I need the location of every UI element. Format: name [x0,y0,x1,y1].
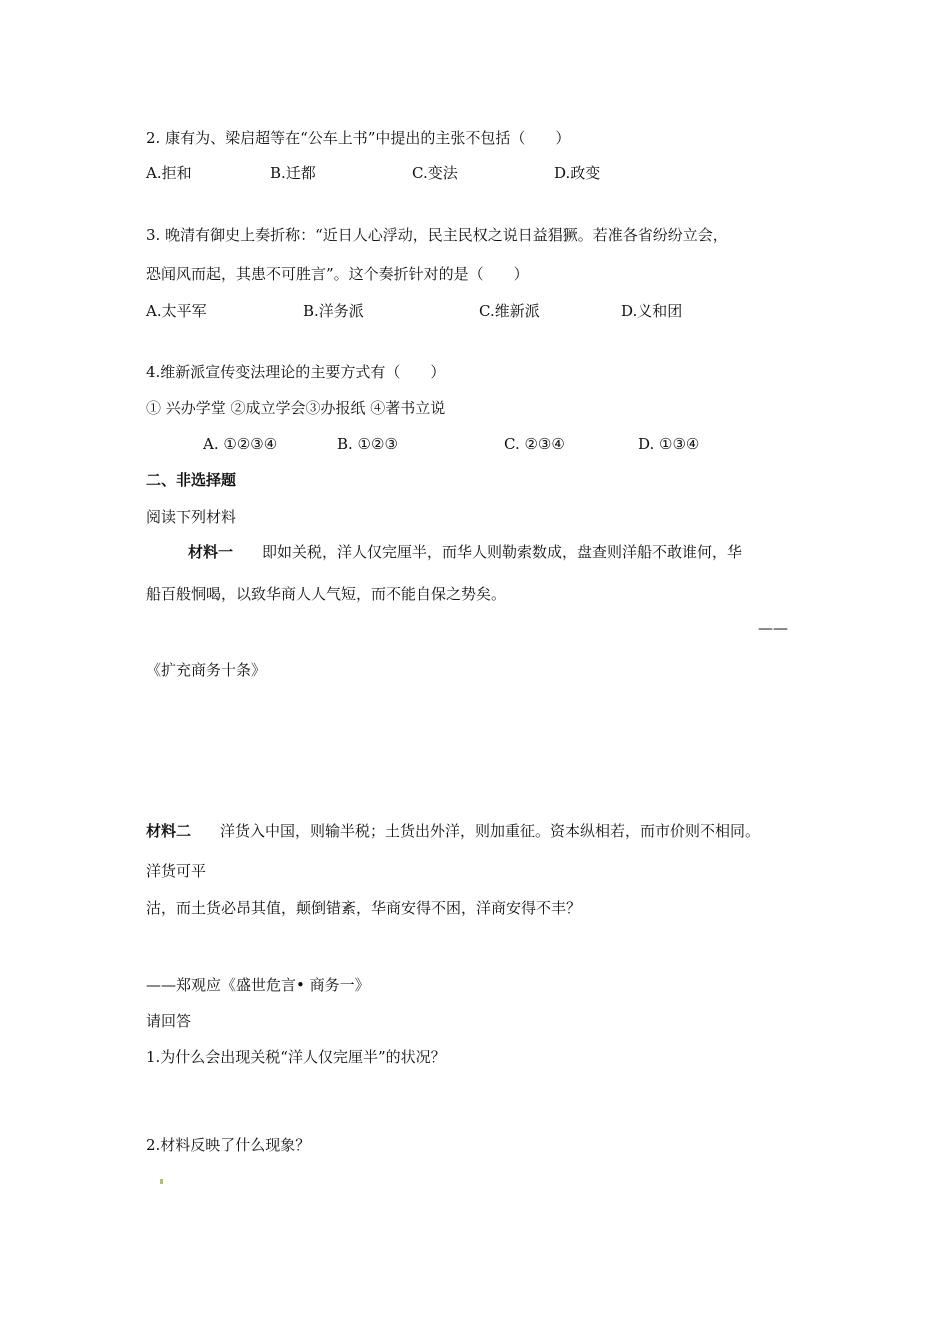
material-1-line-1: 即如关税，洋人仅完厘半，而华人则勒索数成，盘查则洋船不敢谁何，华 [262,543,743,561]
answer-prompt: 请回答 [146,1012,192,1030]
material-1-source: 《扩充商务十条》 [146,661,267,679]
material-1-line-2: 船百般恫喝，以致华商人人气短，而不能自保之势矣。 [146,585,507,603]
material-1-label: 材料一 [188,543,234,561]
question-2-option-b: B.迁都 [270,164,316,182]
answer-question-2: 2.材料反映了什么现象？ [146,1136,311,1154]
question-3-option-c: C.维新派 [479,302,540,320]
question-4-option-a: A. ①②③④ [203,435,278,453]
question-3-stem-line-1: 3. 晚清有御史上奏折称：“近日人心浮动，民主民权之说日益猖獗。若准各省纷纷立会， [146,226,728,244]
answer-question-1: 1.为什么会出现关税“洋人仅完厘半”的状况？ [146,1048,446,1066]
question-3-stem-line-2: 恐闻风而起，其患不可胜言”。这个奏折针对的是（ ） [146,265,529,283]
question-2-option-c: C.变法 [412,164,458,182]
question-4-stem: 4.维新派宣传变法理论的主要方式有（ ） [146,363,446,381]
material-2-line-1: 洋货入中国，则输半税；土货出外洋，则加重征。资本纵相若，而市价则不相同。 [220,822,761,840]
question-3-option-a: A.太平军 [146,302,207,320]
material-2-line-3: 沽，而土货必昂其值，颠倒错紊，华商安得不困，洋商安得不丰？ [146,899,582,917]
question-3-option-d: D.义和团 [621,302,683,320]
material-2-source: ——郑观应《盛世危言• 商务一》 [146,976,370,994]
question-4-option-c: C. ②③④ [504,435,565,453]
material-1-dash: —— [758,619,788,637]
section-2-heading: 二、非选择题 [146,471,237,489]
material-2-line-2: 洋货可平 [146,862,207,880]
question-2-option-d: D.政变 [554,164,601,182]
margin-mark [160,1179,163,1184]
question-2-option-a: A.拒和 [146,164,192,182]
question-4-option-d: D. ①③④ [638,435,700,453]
question-4-items: ① 兴办学堂 ②成立学会③办报纸 ④著书立说 [146,399,446,417]
question-2-stem: 2. 康有为、梁启超等在“公车上书”中提出的主张不包括（ ） [146,129,571,147]
section-2-intro: 阅读下列材料 [146,508,237,526]
question-3-option-b: B.洋务派 [303,302,364,320]
question-4-option-b: B. ①②③ [337,435,398,453]
material-2-label: 材料二 [146,822,192,840]
